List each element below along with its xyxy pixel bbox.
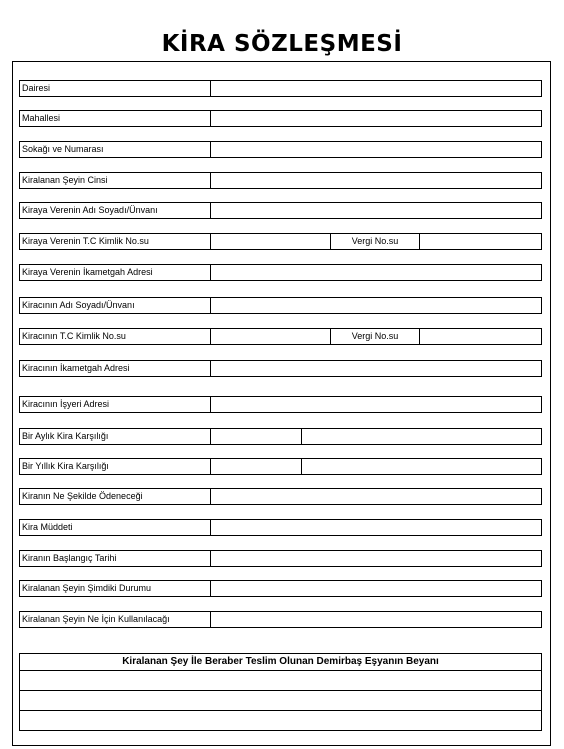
label-veren-adi: Kiraya Verenin Adı Soyadı/Ünvanı: [22, 205, 158, 215]
demirbas-title: Kiralanan Şey İle Beraber Teslim Olunan Demirbaş Eşyanın Beyanı: [20, 654, 541, 671]
input-aylik-rakam[interactable]: [210, 429, 301, 444]
label-dairesi: Dairesi: [22, 83, 51, 93]
label-kiraci-vergi: Vergi No.su: [330, 329, 420, 344]
row-baslangic: [19, 550, 542, 567]
label-sokagi: Sokağı ve Numarası: [22, 144, 104, 154]
label-kullanim: Kiralanan Şeyin Ne İçin Kullanılacağı: [22, 614, 170, 624]
input-veren-tc[interactable]: [210, 234, 330, 249]
input-odeme[interactable]: [210, 489, 541, 504]
demirbas-line-2[interactable]: [20, 691, 541, 711]
label-muddet: Kira Müddeti: [22, 522, 73, 532]
label-kiralanan-cinsi: Kiralanan Şeyin Cinsi: [22, 175, 108, 185]
input-kiralanan-cinsi[interactable]: [210, 173, 541, 188]
label-veren-adres: Kiraya Verenin İkametgah Adresi: [22, 267, 153, 277]
input-aylik-yazi[interactable]: [301, 429, 541, 444]
input-yillik-rakam[interactable]: [210, 459, 301, 474]
input-baslangic[interactable]: [210, 551, 541, 566]
input-veren-vergi[interactable]: [420, 234, 541, 249]
row-kiralanan-cinsi: [19, 172, 542, 189]
input-simdiki[interactable]: [210, 581, 541, 596]
label-yillik: Bir Yıllık Kira Karşılığı: [22, 461, 109, 471]
label-odeme: Kiranın Ne Şekilde Ödeneceği: [22, 491, 143, 501]
row-veren-tc: [19, 233, 542, 250]
input-yillik-yazi[interactable]: [301, 459, 541, 474]
input-kiraci-ikamet[interactable]: [210, 361, 541, 376]
demirbas-line-3[interactable]: [20, 711, 541, 731]
input-kullanim[interactable]: [210, 612, 541, 627]
row-sokagi: [19, 141, 542, 158]
input-kiraci-vergi[interactable]: [420, 329, 541, 344]
row-kiraci-tc: [19, 328, 542, 345]
row-veren-adi: [19, 202, 542, 219]
input-kiraci-tc[interactable]: [210, 329, 330, 344]
input-kiraci-adi[interactable]: [210, 298, 541, 313]
label-kiraci-tc: Kiracının T.C Kimlik No.su: [22, 331, 126, 341]
row-kiraci-adi: [19, 297, 542, 314]
label-veren-tc: Kiraya Verenin T.C Kimlik No.su: [22, 236, 149, 246]
row-kiraci-ikamet: [19, 360, 542, 377]
label-mahallesi: Mahallesi: [22, 113, 61, 123]
label-veren-vergi: Vergi No.su: [330, 234, 420, 249]
demirbas-table: [19, 653, 542, 731]
demirbas-line-1[interactable]: [20, 671, 541, 691]
label-simdiki: Kiralanan Şeyin Şimdiki Durumu: [22, 583, 152, 593]
document-title: KİRA SÖZLEŞMESİ: [161, 31, 403, 57]
input-veren-adres[interactable]: [210, 265, 541, 280]
row-yillik: [19, 458, 542, 475]
input-dairesi[interactable]: [210, 81, 541, 96]
row-kullanim: [19, 611, 542, 628]
input-kiraci-isyeri[interactable]: [210, 397, 541, 412]
row-odeme: [19, 488, 542, 505]
label-aylik: Bir Aylık Kira Karşılığı: [22, 431, 109, 441]
row-kiraci-isyeri: [19, 396, 542, 413]
label-baslangic: Kiranın Başlangıç Tarihi: [22, 553, 117, 563]
row-veren-adres: [19, 264, 542, 281]
row-aylik: [19, 428, 542, 445]
row-mahallesi: [19, 110, 542, 127]
label-kiraci-ikamet: Kiracının İkametgah Adresi: [22, 363, 130, 373]
input-veren-adi[interactable]: [210, 203, 541, 218]
row-muddet: [19, 519, 542, 536]
label-kiraci-adi: Kiracının Adı Soyadı/Ünvanı: [22, 300, 135, 310]
input-sokagi[interactable]: [210, 142, 541, 157]
row-simdiki: [19, 580, 542, 597]
input-muddet[interactable]: [210, 520, 541, 535]
label-kiraci-isyeri: Kiracının İşyeri Adresi: [22, 399, 110, 409]
row-dairesi: [19, 80, 542, 97]
input-mahallesi[interactable]: [210, 111, 541, 126]
